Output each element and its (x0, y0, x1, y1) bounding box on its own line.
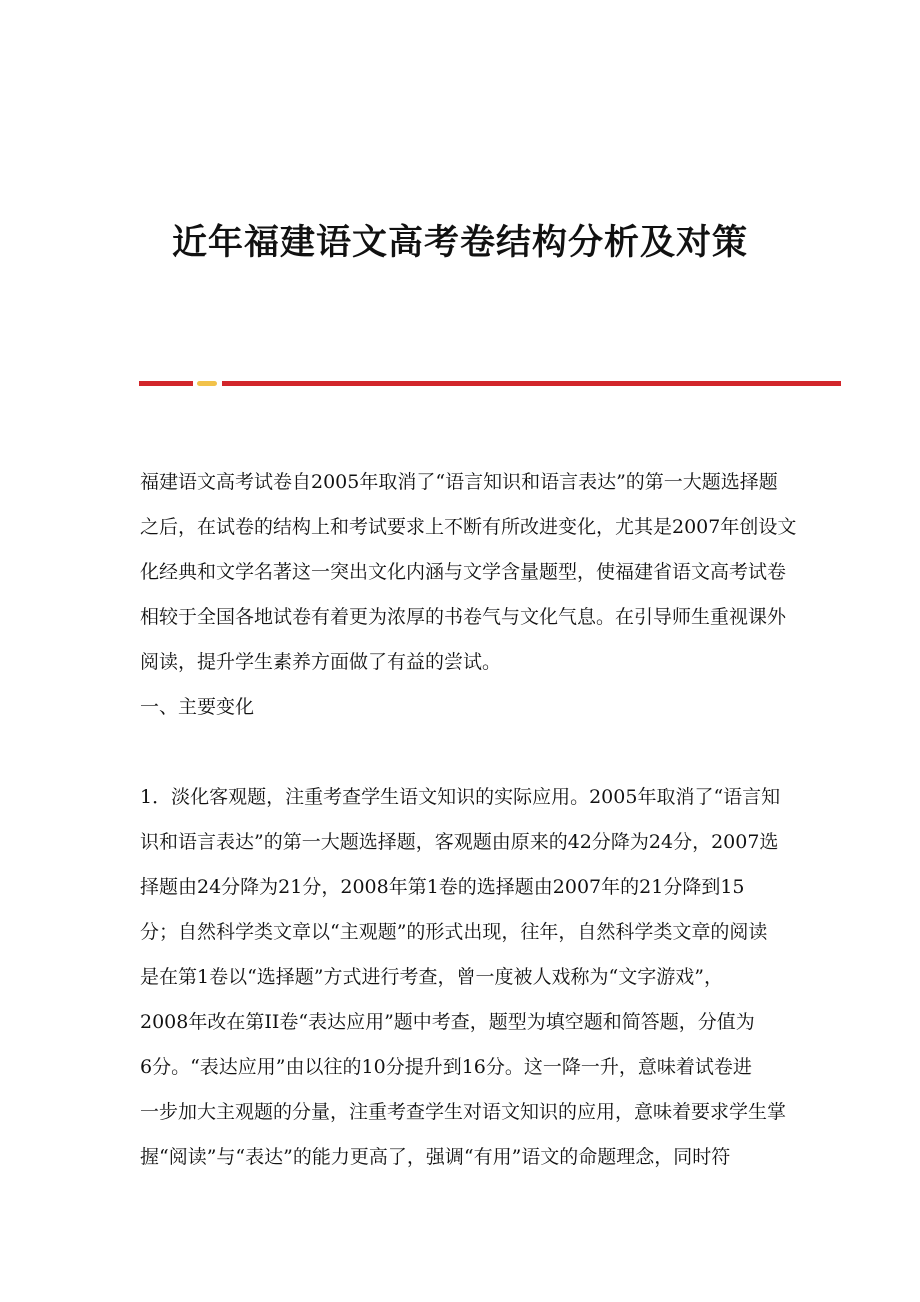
text-line: 阅读，提升学生素养方面做了有益的尝试。 (140, 651, 502, 673)
text-line: 握“阅读”与“表达”的能力更高了，强调“有用”语文的命题理念，同时符 (140, 1146, 731, 1168)
text-line: 一步加大主观题的分量，注重考查学生对语文知识的应用，意味着要求学生掌 (140, 1101, 787, 1123)
divider-ornament-icon (197, 381, 217, 386)
text-line (140, 737, 790, 782)
text-line: 福建语文高考试卷自2005年取消了“语言知识和语言表达”的第一大题选择题 (140, 471, 778, 493)
text-line: 识和语言表达”的第一大题选择题，客观题由原来的42分降为24分，2007选 (140, 831, 779, 853)
text-line: 1．淡化客观题，注重考查学生语文知识的实际应用。2005年取消了“语言知 (140, 786, 781, 808)
text-line: 相较于全国各地试卷有着更为浓厚的书卷气与文化气息。在引导师生重视课外 (140, 606, 787, 628)
text-line: 分；自然科学类文章以“主观题”的形式出现，往年，自然科学类文章的阅读 (140, 921, 768, 943)
text-line: 之后，在试卷的结构上和考试要求上不断有所改进变化，尤其是2007年创设文 (140, 516, 797, 538)
text-line: 是在第1卷以“选择题”方式进行考查，曾一度被人戏称为“文字游戏”， (140, 966, 723, 988)
divider-left-bar (139, 381, 193, 386)
section-heading: 一、主要变化 (140, 696, 255, 718)
text-line: 6分。“表达应用”由以往的10分提升到16分。这一降一升，意味着试卷进 (140, 1056, 752, 1078)
text-line: 择题由24分降为21分，2008年第1卷的选择题由2007年的21分降到15 (140, 876, 745, 898)
decorative-divider (139, 381, 841, 386)
divider-right-bar (222, 381, 841, 386)
document-body (140, 467, 797, 1187)
text-line: 化经典和文学名著这一突出文化内涵与文学含量题型，使福建省语文高考试卷 (140, 561, 787, 583)
document-title: 近年福建语文高考卷结构分析及对策 (171, 222, 748, 263)
text-line: 2008年改在第II卷“表达应用”题中考查，题型为填空题和简答题，分值为 (140, 1011, 755, 1033)
